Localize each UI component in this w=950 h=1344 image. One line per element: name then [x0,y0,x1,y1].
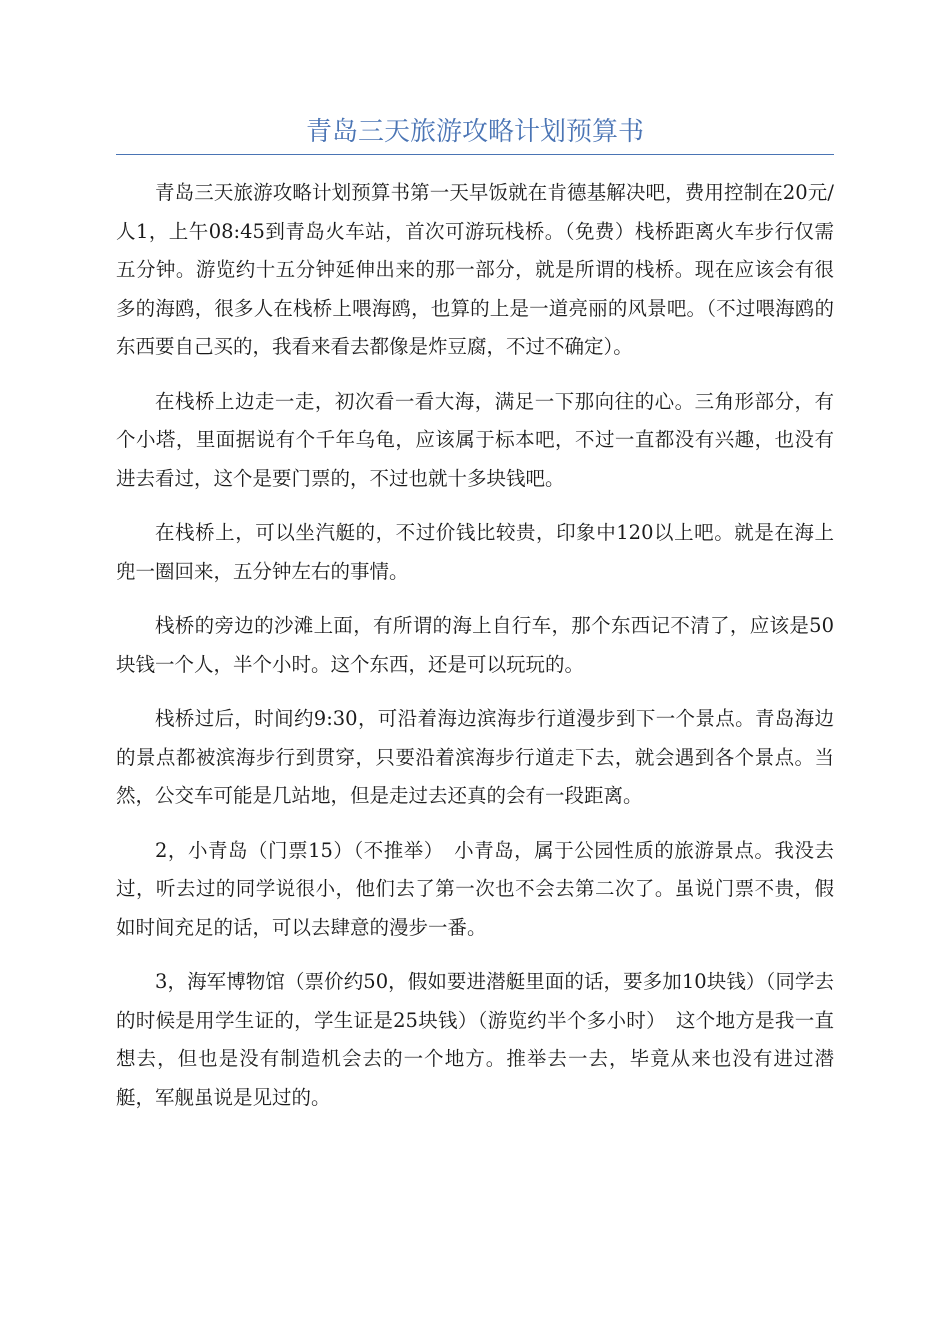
paragraph: 栈桥过后，时间约9:30，可沿着海边滨海步行道漫步到下一个景点。青岛海边的景点都被滨海步行到贯穿，只要沿着滨海步行道走下去，就会遇到各个景点。当然，公交车可能是几站地，但是走过去还真的会有一段距离。 [116,707,834,807]
paragraph: 在栈桥上边走一走，初次看一看大海，满足一下那向往的心。三角形部分，有个小塔，里面据说有个千年乌龟，应该属于标本吧，不过一直都没有兴趣，也没有进去看过，这个是要门票的，不过也就十多块钱吧。 [116,389,834,490]
paragraph: 栈桥的旁边的沙滩上面，有所谓的海上自行车，那个东西记不清了，应该是50块钱一个人，半个小时。这个东西，还是可以玩玩的。 [116,614,834,676]
paragraph: 青岛三天旅游攻略计划预算书第一天早饭就在肯德基解决吧，费用控制在20元/人1，上午08:45到青岛火车站，首次可游玩栈桥。（免费）栈桥距离火车步行仅需五分钟。游览约十五分钟延伸出来的那一部分，就是所谓的栈桥。现在应该会有很多的海鸥，很多人在栈桥上喂海鸥，也算的上是一道亮丽的风景吧。（不过喂海鸥的东西要自己买的，我看来看去都像是炸豆腐，不过不确定）。 [116,181,834,358]
title-underline [116,154,834,155]
paragraph: 2，小青岛（门票15）（不推举） 小青岛，属于公园性质的旅游景点。我没去过，听去过的同学说很小，他们去了第一次也不会去第二次了。虽说门票不贵，假如时间充足的话，可以去肆意的漫步一番。 [116,838,834,939]
paragraph: 3，海军博物馆（票价约50，假如要进潜艇里面的话，要多加10块钱）（同学去的时候是用学生证的，学生证是25块钱）（游览约半个多小时） 这个地方是我一直想去，但也是没有制造机会去的一个地方。推举去一去，毕竟从来也没有进过潜艇，军舰虽说是见过的。 [116,970,834,1109]
document-body [116,174,834,1133]
document-title: 青岛三天旅游攻略计划预算书 [305,117,644,147]
paragraph: 在栈桥上，可以坐汽艇的，不过价钱比较贵，印象中120以上吧。就是在海上兜一圈回来，五分钟左右的事情。 [116,521,834,583]
